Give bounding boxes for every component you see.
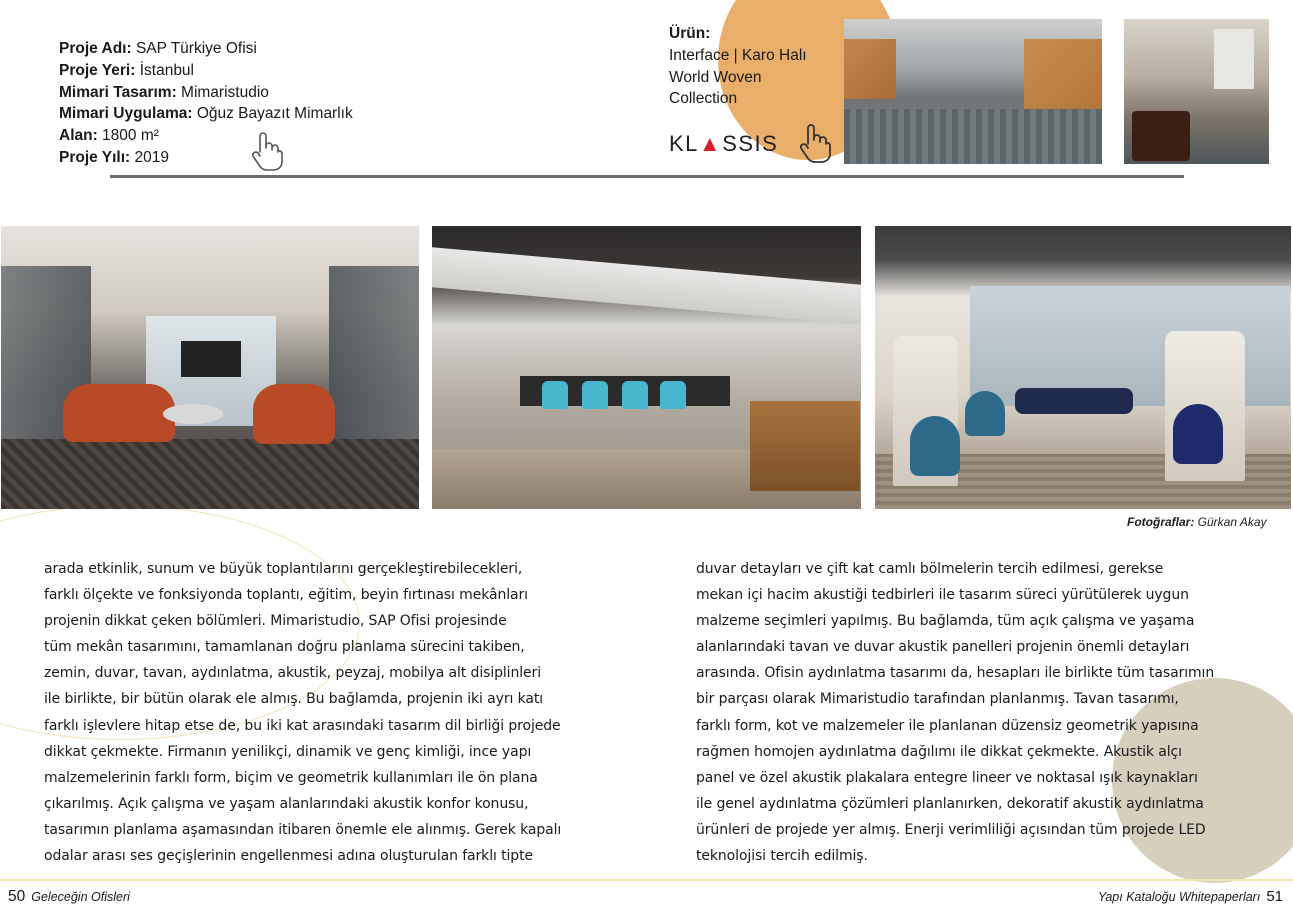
project-name-value: SAP Türkiye Ofisi [131,40,257,57]
product-line: World Woven [669,68,762,86]
project-area-label: Alan: [59,127,98,145]
product-line: Interface | Karo Halı [669,46,807,64]
project-area-value: 1800 m² [97,127,159,145]
text-line: bir parçası olarak Mimaristudio tarafından planlanmış. Tavan tasarımı, [696,691,1179,708]
text-line: ile birlikte, bir bütün olarak ele almış. Bu bağlamda, projenin iki ayrı katı [44,691,544,708]
logo-text: SSIS [722,131,779,156]
project-name-label: Proje Adı: [59,40,132,57]
body-text-left [44,556,604,869]
text-line: ile genel aydınlatma çözümleri planlanırken, dekoratif akustik aydınlatma [696,795,1204,812]
page-number-left: 50 [8,888,26,905]
text-line: tüm mekân tasarımını, tamamlanan doğru planlama sürecini takiben, [44,639,525,656]
project-name-row [59,38,353,60]
section-title-left: Geleceğin Ofisleri [31,890,130,904]
product-photo-office [844,19,1102,164]
photo-credit-name: Gürkan Akay [1194,515,1267,529]
project-builder-label: Mimari Uygulama: [59,105,193,123]
text-line: farklı form, kot ve malzemeler ile planlanan düzensiz geometrik yapısına [696,717,1199,734]
project-year-value: 2019 [130,148,170,166]
project-architect-label: Mimari Tasarım: [59,83,177,101]
project-year-row [59,147,353,169]
project-place-label: Proje Yeri: [59,61,136,79]
footer-divider [0,879,1293,881]
logo-triangle-mark: ▲ [698,131,723,156]
klassis-logo[interactable] [669,131,778,157]
text-line: malzeme seçimleri yapılmış. Bu bağlamda, tüm açık çalışma ve yaşama [696,613,1195,630]
photo-lounge-seating [875,226,1291,509]
photo-credit [1127,515,1267,529]
text-line: ürünleri de projede yer almış. Enerji verimliliği açısından tüm projede LED [696,821,1206,838]
text-line: dikkat çekmekte. Firmanın yenilikçi, dinamik ve genç kimliği, ince yapı [44,743,532,760]
page-number-right: 51 [1266,888,1283,905]
text-line: çıkarılmış. Açık çalışma ve yaşam alanlarındaki akustik konfor konusu, [44,795,529,812]
text-line: tasarımın planlama aşamasından itibaren önemle ele alınmış. Gerek kapalı [44,821,562,838]
project-place-value: İstanbul [135,61,195,79]
product-info [669,23,807,110]
text-line: farklı ölçekte ve fonksiyonda toplantı, eğitim, beyin fırtınası mekânları [44,587,528,604]
project-architect-value: Mimaristudio [176,83,269,101]
text-line: malzemelerinin farklı form, biçim ve geometrik kullanımları ile ön plana [44,769,538,786]
text-line: odalar arası ses geçişlerinin engellenmesi adına oluşturulan farklı tipte [44,848,533,865]
pointing-hand-icon[interactable] [250,130,284,172]
photo-meeting-lounge [1,226,419,509]
text-line: rağmen homojen aydınlatma dağılımı ile dikkat çekmekte. Akustik alçı [696,743,1182,760]
photo-cafe-area [432,226,861,509]
text-line: farklı işlevlere hitap etse de, bu iki kat arasındaki tasarım dil birliği projede [44,717,561,734]
logo-text: KL [669,131,699,156]
product-photo-lounge [1124,19,1269,164]
footer-left [8,888,130,906]
project-area-row [59,125,353,147]
pointing-hand-icon[interactable] [798,122,832,164]
project-builder-row [59,103,353,125]
project-architect-row [59,82,353,104]
project-place-row [59,60,353,82]
project-info [59,38,353,169]
project-builder-value: Oğuz Bayazıt Mimarlık [192,105,353,123]
text-line: panel ve özel akustik plakalara entegre lineer ve noktasal ışık kaynakları [696,769,1198,786]
project-year-label: Proje Yılı: [59,148,131,166]
text-line: mekan içi hacim akustiği tedbirleri ile tasarım süreci yürütülerek uygun [696,587,1189,604]
section-title-right: Yapı Kataloğu Whitepaperları [1097,890,1261,904]
text-line: duvar detayları ve çift kat camlı bölmelerin tercih edilmesi, gerekse [696,561,1164,577]
text-line: zemin, duvar, tavan, aydınlatma, akustik, peyzaj, mobilya alt disiplinleri [44,665,541,682]
text-line: arasında. Ofisin aydınlatma tasarımı da, hesapları ile birlikte tüm tasarımın [696,665,1215,682]
text-line: arada etkinlik, sunum ve büyük toplantılarını gerçekleştirebilecekleri, [44,561,523,577]
product-title: Ürün: [669,25,711,42]
text-line: teknolojisi tercih edilmiş. [696,848,868,865]
text-line: alanlarındaki tavan ve duvar akustik panelleri projenin önemli detayları [696,639,1190,656]
body-text-right [696,556,1256,869]
product-line: Collection [669,90,738,108]
photo-credit-label: Fotoğraflar: [1127,515,1195,529]
footer-right [1098,888,1283,905]
header-divider [110,175,1184,178]
text-line: projenin dikkat çeken bölümleri. Mimaristudio, SAP Ofisi projesinde [44,613,507,630]
